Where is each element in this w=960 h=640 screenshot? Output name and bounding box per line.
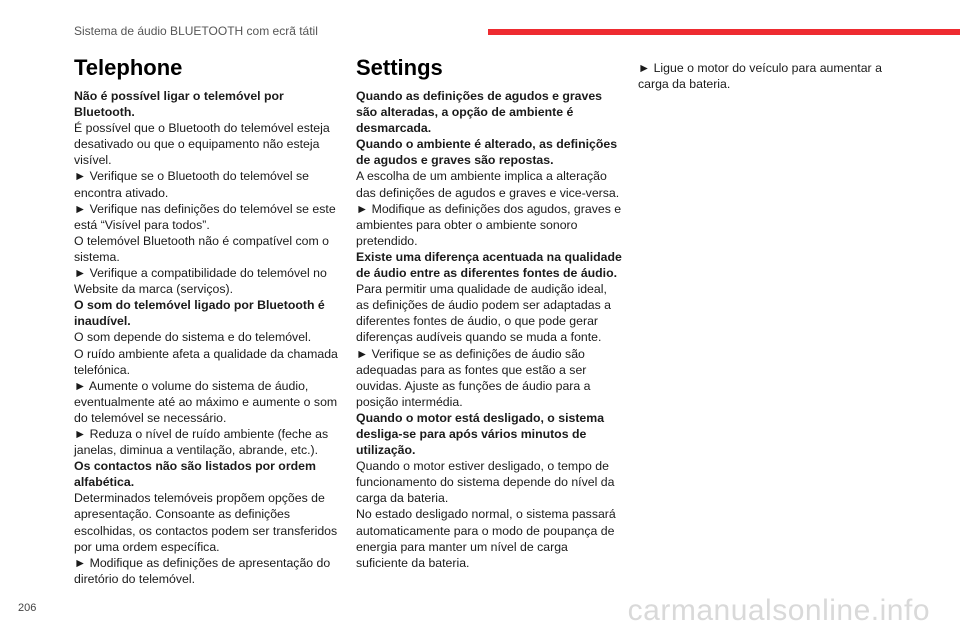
paragraph: Determinados telemóveis propõem opções de apresentação. Consoante as definições escolhidas, os contactos podem ser transferidos por uma ordem específica. <box>74 491 338 554</box>
column-continuation <box>638 60 904 92</box>
section-title-settings: Settings <box>356 55 443 80</box>
paragraph: Quando o motor estiver desligado, o tempo de funcionamento do sistema depende do nível da carga da bateria. <box>356 459 615 506</box>
paragraph: ► Ligue o motor do veículo para aumentar a carga da bateria. <box>638 61 882 92</box>
paragraph: É possível que o Bluetooth do telemóvel esteja desativado ou que o equipamento não esteja visível. <box>74 121 330 168</box>
paragraph: O telemóvel Bluetooth não é compatível com o sistema. <box>74 233 329 264</box>
paragraph: ► Verifique nas definições do telemóvel se este está “Visível para todos”. <box>74 201 336 232</box>
paragraph: O ruído ambiente afeta a qualidade da chamada telefónica. <box>74 346 338 377</box>
paragraph: O som do telemóvel ligado por Bluetooth é inaudível. <box>74 298 325 329</box>
paragraph: Quando as definições de agudos e graves são alteradas, a opção de ambiente é desmarcada. <box>356 89 603 136</box>
paragraph: ► Modifique as definições dos agudos, graves e ambientes para obter o ambiente sonoro pretendido. <box>356 201 622 248</box>
paragraph: Quando o motor está desligado, o sistema desliga-se para após vários minutos de utilização. <box>356 410 605 458</box>
paragraph: Os contactos não são listados por ordem alfabética. <box>74 459 316 490</box>
paragraph: ► Reduza o nível de ruído ambiente (feche as janelas, diminua a ventilação, abrande, etc.). <box>74 426 329 458</box>
section-title-telephone: Telephone <box>74 55 183 80</box>
paragraph: ► Verifique se o Bluetooth do telemóvel se encontra ativado. <box>74 169 310 200</box>
paragraph: O som depende do sistema e do telemóvel. <box>74 330 312 345</box>
paragraph: Existe uma diferença acentuada na qualidade de áudio entre as diferentes fontes de áudio. <box>356 249 622 281</box>
column-telephone <box>74 54 340 587</box>
watermark: carmanualsonline.info <box>627 594 930 627</box>
header-accent-bar <box>488 29 960 35</box>
running-header: Sistema de áudio BLUETOOTH com ecrã tátil <box>74 24 318 38</box>
paragraph: ► Verifique a compatibilidade do telemóvel no Website da marca (serviços). <box>74 266 327 297</box>
page-number: 206 <box>18 602 37 614</box>
paragraph: Quando o ambiente é alterado, as definições de agudos e graves são repostas. <box>356 137 618 168</box>
paragraph: No estado desligado normal, o sistema passará automaticamente para o modo de poupança de energia para manter um nível de carga suficiente da bateria. <box>356 507 616 570</box>
paragraph: ► Modifique as definições de apresentação do diretório do telemóvel. <box>74 555 331 586</box>
column-settings <box>356 54 622 571</box>
paragraph: Não é possível ligar o telemóvel por Bluetooth. <box>74 89 284 120</box>
paragraph: ► Aumente o volume do sistema de áudio, eventualmente até ao máximo e aumente o som do telemóvel se necessário. <box>74 378 338 425</box>
paragraph: Para permitir uma qualidade de audição ideal, as definições de áudio podem ser adaptadas a diferentes fontes de áudio, o que pode gerar diferenças audíveis quando se muda a fonte. <box>356 282 611 345</box>
paragraph: ► Verifique se as definições de áudio são adequadas para as fontes que estão a ser ouvidas. Ajuste as funções de áudio para a posição intermédia. <box>356 346 591 409</box>
paragraph: A escolha de um ambiente implica a alteração das definições de agudos e graves e vice-versa. <box>356 169 620 200</box>
